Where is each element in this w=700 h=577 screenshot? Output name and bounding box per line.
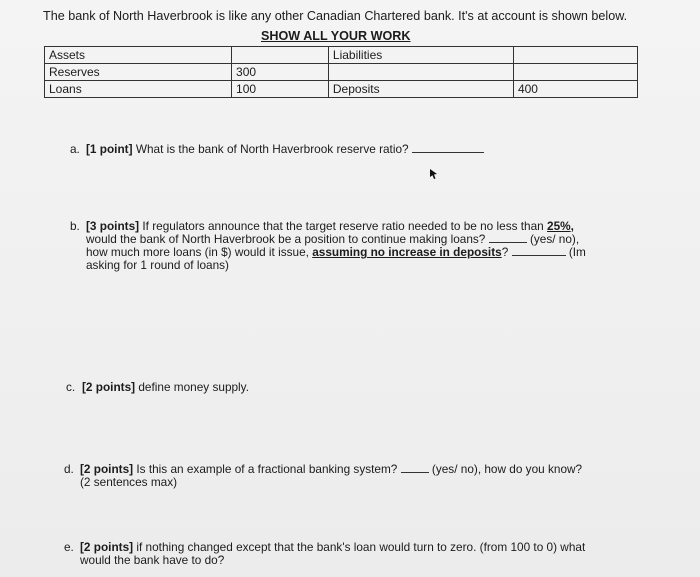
- liabilities-header: Liabilities: [328, 47, 513, 64]
- liability-value: 400: [513, 81, 637, 98]
- answer-blank[interactable]: [489, 242, 527, 243]
- question-points: [1 point]: [86, 142, 133, 156]
- question-e: [64, 541, 585, 567]
- question-text: What is the bank of North Haverbrook reserve ratio?: [135, 142, 409, 156]
- question-text: if nothing changed except that the bank's loan would turn to zero. (from 100 to 0) what: [136, 540, 586, 554]
- question-text: how much more loans (in $) would it issue,: [86, 245, 309, 259]
- question-points: [2 points]: [80, 462, 134, 476]
- question-label: b.: [70, 219, 80, 233]
- question-b: [70, 220, 586, 272]
- intro-text: The bank of North Haverbrook is like any other Canadian Chartered bank. It's at account is shown below.: [43, 9, 628, 23]
- asset-value: 100: [232, 81, 329, 98]
- question-text: would the bank of North Haverbrook be a position to continue making loans?: [86, 232, 486, 246]
- liabilities-value-header: [513, 47, 637, 64]
- liability-value: [513, 64, 637, 81]
- question-points: [2 points]: [82, 380, 136, 394]
- assets-header: Assets: [45, 47, 232, 64]
- asset-value: 300: [232, 64, 329, 81]
- balance-sheet-table: [44, 46, 638, 98]
- answer-hint: (Im: [568, 245, 586, 259]
- question-label: a.: [70, 142, 80, 156]
- answer-blank[interactable]: [412, 152, 484, 153]
- emphasis-text: assuming no increase in deposits: [312, 245, 502, 259]
- target-ratio: 25%: [547, 219, 571, 233]
- table-header-row: [45, 47, 638, 64]
- answer-blank[interactable]: [512, 255, 566, 256]
- question-d: [64, 463, 582, 489]
- question-label: c.: [66, 380, 76, 394]
- asset-label: Loans: [45, 81, 232, 98]
- question-text: (2 sentences max): [80, 475, 178, 489]
- punctuation: ,: [570, 219, 574, 233]
- answer-hint: (yes/ no), how do you know?: [431, 462, 583, 476]
- question-text: define money supply.: [138, 380, 249, 394]
- question-label: d.: [64, 462, 74, 476]
- question-c: [66, 381, 249, 394]
- assets-value-header: [232, 47, 329, 64]
- question-points: [3 points]: [86, 219, 140, 233]
- question-points: [2 points]: [80, 540, 134, 554]
- asset-label: Reserves: [45, 64, 232, 81]
- answer-blank[interactable]: [401, 472, 429, 473]
- mouse-cursor-icon: [429, 168, 438, 180]
- question-label: e.: [64, 540, 74, 554]
- show-work-instruction: SHOW ALL YOUR WORK: [261, 29, 411, 43]
- punctuation: ?: [501, 245, 509, 259]
- liability-label: Deposits: [328, 81, 513, 98]
- question-text: would the bank have to do?: [80, 553, 225, 567]
- answer-hint: (yes/ no),: [529, 232, 580, 246]
- table-row: [45, 64, 638, 81]
- question-text: Is this an example of a fractional banking system?: [136, 462, 398, 476]
- question-text: If regulators announce that the target reserve ratio needed to be no less than: [142, 219, 544, 233]
- liability-label: [328, 64, 513, 81]
- question-a: [70, 143, 484, 156]
- table-row: [45, 81, 638, 98]
- question-text: asking for 1 round of loans): [86, 258, 229, 272]
